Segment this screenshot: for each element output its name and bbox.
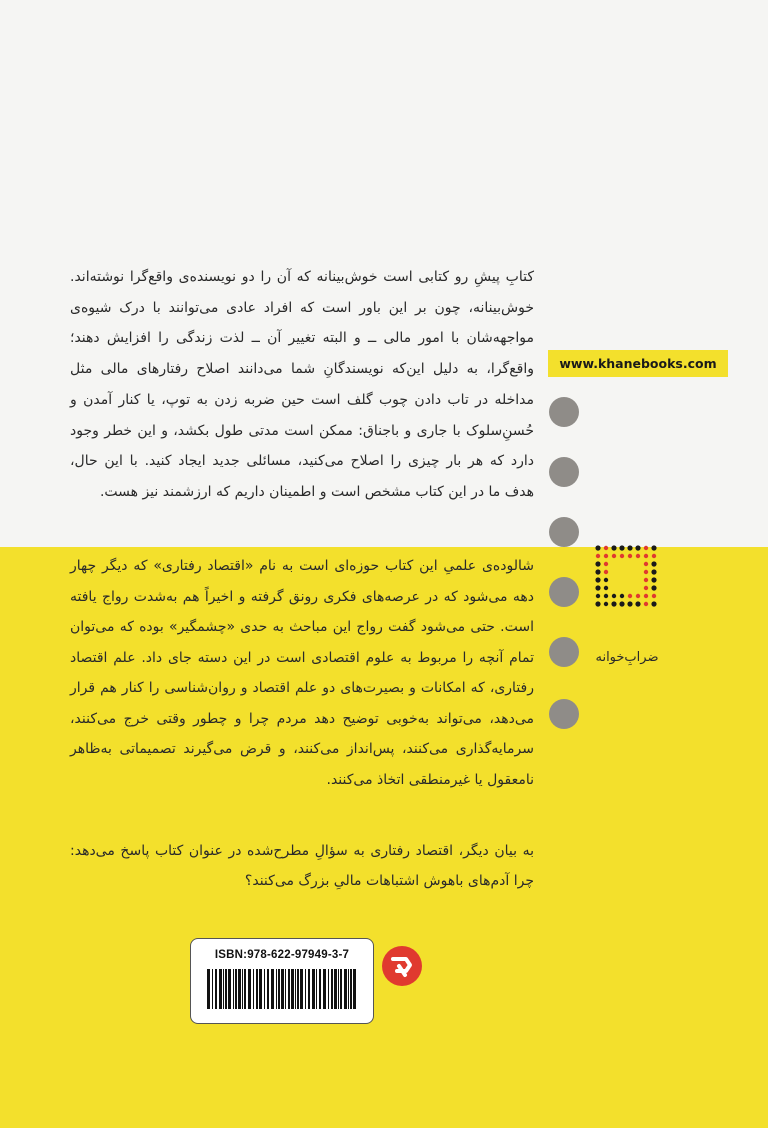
logo-dot [611,545,616,550]
logo-dot [628,594,632,598]
logo-dot [636,554,640,558]
barcode-bar [225,969,227,1009]
barcode-bar [244,969,246,1009]
logo-dot [651,569,656,574]
barcode-bar [228,969,231,1009]
barcode-bar [235,969,237,1009]
logo-dot [596,594,600,598]
barcode-bar [350,969,352,1009]
barcode-bar [323,969,326,1009]
barcode-bar [256,969,258,1009]
barcode-bar [285,969,286,1009]
barcode-bar [212,969,213,1009]
logo-dot [595,577,600,582]
blurb-text-2: شالوده‌ی علمیِ این کتاب حوزه‌ای است به نام «اقتصاد رفتاری» که دیگر چهار دهه می‌شود که در عرصه‌های فکری رونق گرفته و اخیراً هم به‌شدت رواج یافته است. حتی می‌شود گفت رواج این مباحث به حدی «چشمگیر» بوده که می‌توان تمام آنچه را مربوط به علوم اقتصادی است در این دسته جای داد. علم اقتصاد رفتاری، که امکانات و بصیرت‌های دو علم اقتصاد و روان‌شناسی را کنار هم قرار می‌دهد، می‌تواند به‌خوبی توضیح دهد مردم چرا و چطور وقتی خرج می‌کنند، سرمایه‌گذاری می‌کنند، پس‌انداز می‌کنند، و قرض می‌گیرند تصمیماتی به‌ظاهر نامعقول یا غیرمنطقی اتخاذ می‌کنند. [70,558,534,788]
gray-circle-icon [549,577,579,607]
barcode-bar [297,969,299,1009]
barcode-bar [278,969,280,1009]
barcode-icon [205,969,359,1009]
barcode-bar [353,969,356,1009]
gray-circle-icon [549,637,579,667]
barcode-bar [344,969,347,1009]
blurb-paragraph-2 [70,551,534,795]
barcode-bar [219,969,222,1009]
barcode-bar [340,969,342,1009]
logo-dot [604,570,608,574]
logo-dot [612,554,616,558]
blurb-paragraph-3 [70,836,534,896]
barcode-bar [253,969,254,1009]
logo-dot [644,594,648,598]
barcode-bar [331,969,333,1009]
blurb-paragraph-1 [70,262,534,508]
logo-dot [595,585,600,590]
barcode-bar [319,969,321,1009]
logo-dot [644,562,648,566]
logo-dot [627,601,632,606]
logo-dot [604,594,608,598]
barcode-bar [267,969,269,1009]
logo-dot [595,545,600,550]
isbn-barcode-box [190,938,374,1024]
logo-dot [636,594,640,598]
logo-dot [604,546,608,550]
logo-dot [604,554,608,558]
logo-dot [595,561,600,566]
blurb-text-3: به بیان دیگر، اقتصاد رفتاری به سؤالِ مطرح‌شده در عنوان کتاب پاسخ می‌دهد: چرا آدم‌های باهوش اشتباهات مالیِ بزرگ می‌کنند؟ [70,843,534,889]
logo-dot [628,554,632,558]
barcode-bar [308,969,310,1009]
barcode-bar [288,969,290,1009]
barcode-bar [271,969,274,1009]
logo-dot [652,554,656,558]
logo-dot [651,545,656,550]
logo-dot [635,601,640,606]
barcode-bar [312,969,315,1009]
barcode-bar [248,969,251,1009]
barcode-bar [276,969,277,1009]
barcode-bar [291,969,294,1009]
barcode-bar [264,969,265,1009]
logo-dot [651,577,656,582]
barcode-bar [281,969,284,1009]
logo-dot [652,594,656,598]
logo-dot [619,545,624,550]
logo-dot [620,554,624,558]
website-label: www.khanebooks.com [548,350,728,377]
logo-dot [651,561,656,566]
barcode-bar [233,969,234,1009]
logo-dot [604,602,608,606]
barcode-bar [242,969,243,1009]
publisher-name: ضرابِ‌خوانه [595,650,659,665]
isbn-number: ISBN:978-622-97949-3-7 [214,949,350,961]
logo-dot [604,586,608,590]
logo-dot [604,578,608,582]
logo-dot [635,545,640,550]
logo-dot [644,554,648,558]
gray-circle-icon [549,517,579,547]
logo-dot [651,601,656,606]
logo-dot [604,562,608,566]
logo-dot [612,594,616,598]
logo-dot [644,586,648,590]
barcode-bar [338,969,339,1009]
logo-dot [644,578,648,582]
barcode-bar [316,969,317,1009]
barcode-bar [259,969,262,1009]
barcode-bar [215,969,217,1009]
logo-dot [611,601,616,606]
dot-logo-icon [593,543,659,609]
gray-circle-icon [549,457,579,487]
barcode-bar [305,969,306,1009]
logo-dot [595,601,600,606]
logo-dot [619,601,624,606]
barcode-bar [334,969,337,1009]
barcode-bar [348,969,349,1009]
logo-dot [620,594,624,598]
barcode-bar [223,969,224,1009]
publisher-emblem-icon [381,945,423,987]
logo-dot [651,585,656,590]
logo-dot [627,545,632,550]
logo-dot [644,602,648,606]
blurb-text-1: کتابِ پیشِ رو کتابی است خوش‌بینانه که آن را دو نویسنده‌ی واقع‌گرا نوشته‌اند. خوش‌بینانه، چون بر این باور است که افراد عادی می‌توانند با درک شیوه‌ی مواجهه‌شان با امور مالی ــ و البته تغییر آن ــ لذت زندگی را افزایش دهند؛ واقع‌گرا، به دلیل این‌که نویسندگانِ شما می‌دانند اصلاح رفتارهای مالی مثل مداخله در تاب دادن چوب گلف است حین ضربه زدن به توپ، یا کنار آمدن و حُسنِ‌سلوک با جاری و باجناق: ممکن است مدتی طول بکشد، و این خطر وجود دارد که هر بار چیزی را اصلاح می‌کنید، مسائلی جدید ایجاد کنید. با این حال، هدف ما در این کتاب مشخص است و اطمینان داریم که ارزشمند نیز هست. [70,269,534,500]
barcode-bar [295,969,296,1009]
logo-dot [644,546,648,550]
gray-circle-icon [549,397,579,427]
barcode-bar [238,969,241,1009]
gray-circle-icon [549,699,579,729]
barcode-bar [328,969,329,1009]
logo-dot [644,570,648,574]
barcode-bar [300,969,303,1009]
logo-dot [595,569,600,574]
logo-dot [596,554,600,558]
barcode-bar [207,969,210,1009]
